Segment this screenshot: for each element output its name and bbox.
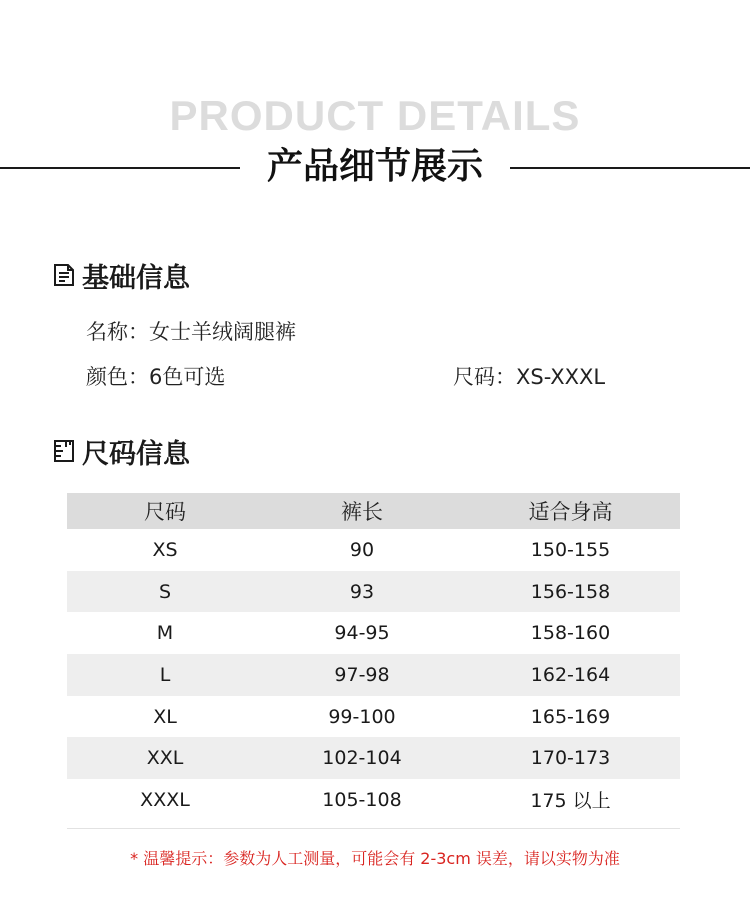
size-table xyxy=(67,493,680,821)
cell-size: XXL xyxy=(146,747,184,770)
cell-height: 162-164 xyxy=(530,663,611,686)
cell-length: 90 xyxy=(349,538,375,561)
title-right-rule xyxy=(510,167,750,169)
product-size-range: 尺码：XS-XXXL xyxy=(453,365,606,389)
chinese-title: 产品细节展示 xyxy=(266,146,483,187)
cell-height: 158-160 xyxy=(530,622,611,645)
basic-info-heading-label: 基础信息 xyxy=(82,262,190,294)
cell-height: 156-158 xyxy=(530,580,611,603)
cell-size: XL xyxy=(153,705,177,728)
cell-height: 170-173 xyxy=(530,747,611,770)
cell-length: 93 xyxy=(349,580,375,603)
table-row xyxy=(67,779,680,821)
table-bottom-divider xyxy=(67,828,680,829)
cell-length: 99-100 xyxy=(328,705,396,728)
ruler-icon xyxy=(52,439,76,463)
table-row xyxy=(67,571,680,613)
measurement-note: * 温馨提示：参数为人工测量，可能会有 2-3cm 误差，请以实物为准 xyxy=(130,849,620,868)
title-left-rule xyxy=(0,167,240,169)
product-colors: 颜色：6色可选 xyxy=(86,365,226,389)
cell-size: L xyxy=(159,663,171,686)
cell-height: 150-155 xyxy=(530,538,611,561)
product-name: 名称：女士羊绒阔腿裤 xyxy=(86,320,296,344)
cell-size: M xyxy=(156,622,174,645)
column-header-length: 裤长 xyxy=(341,500,383,524)
document-icon xyxy=(52,263,76,287)
cell-height: 175 以上 xyxy=(530,790,611,813)
column-header-height: 适合身高 xyxy=(528,500,613,524)
table-row xyxy=(67,654,680,696)
english-title: PRODUCT DETAILS xyxy=(169,92,581,139)
column-header-size: 尺码 xyxy=(144,500,186,524)
size-info-heading-label: 尺码信息 xyxy=(82,438,190,470)
cell-length: 97-98 xyxy=(334,663,390,686)
basic-info-heading xyxy=(52,258,190,292)
table-row xyxy=(67,612,680,654)
table-row xyxy=(67,696,680,738)
cell-length: 105-108 xyxy=(322,788,402,811)
cell-size: XS xyxy=(152,538,178,561)
table-row xyxy=(67,529,680,571)
title-row xyxy=(0,142,750,192)
cell-size: XXXL xyxy=(140,788,190,811)
table-row xyxy=(67,737,680,779)
size-info-heading xyxy=(52,434,190,468)
size-table-header xyxy=(67,493,680,529)
cell-length: 102-104 xyxy=(322,747,402,770)
cell-height: 165-169 xyxy=(530,705,611,728)
cell-size: S xyxy=(158,580,172,603)
cell-length: 94-95 xyxy=(334,622,390,645)
